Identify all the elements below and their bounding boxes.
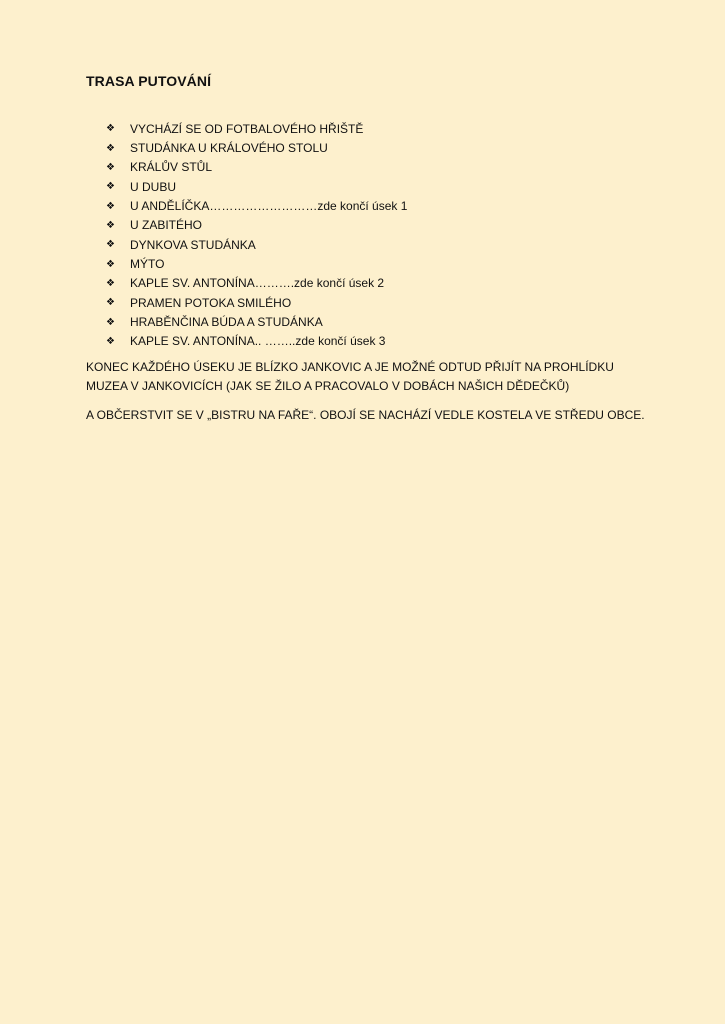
diamond-bullet-icon: ❖ [106, 200, 115, 212]
list-item [106, 293, 407, 312]
list-item-text: DYNKOVA STUDÁNKA [130, 237, 256, 252]
diamond-bullet-icon: ❖ [106, 316, 115, 328]
list-item-text: PRAMEN POTOKA SMILÉHO [130, 295, 292, 310]
list-item [106, 235, 407, 254]
diamond-bullet-icon: ❖ [106, 335, 115, 347]
list-item-text: HRABĚNČINA BÚDA A STUDÁNKA [130, 315, 323, 330]
info-paragraph-museum [86, 358, 646, 395]
list-item [106, 177, 407, 196]
diamond-bullet-icon: ❖ [106, 239, 115, 251]
paragraph-line: KONEC KAŽDÉHO ÚSEKU JE BLÍZKO JANKOVIC A JE MOŽNÉ ODTUD PŘIJÍT NA PROHLÍDKU [86, 360, 614, 374]
diamond-bullet-icon: ❖ [106, 161, 115, 173]
info-paragraph-bistro: A OBČERSTVIT SE V „BISTRU NA FAŘE“. OBOJÍ SE NACHÁZÍ VEDLE KOSTELA VE STŘEDU OBCE. [86, 408, 645, 422]
list-item-text: KAPLE SV. ANTONÍNA……….zde končí úsek 2 [130, 276, 385, 291]
list-item-text: U ANDĚLÍČKA………………………zde končí úsek 1 [130, 199, 408, 214]
list-item [106, 216, 407, 235]
diamond-bullet-icon: ❖ [106, 277, 115, 289]
list-item-text: U DUBU [130, 179, 177, 194]
list-item-text: U ZABITÉHO [130, 218, 203, 233]
list-item [106, 332, 407, 351]
diamond-bullet-icon: ❖ [106, 297, 115, 309]
paragraph-line: MUZEA V JANKOVICÍCH (JAK SE ŽILO A PRACOVALO V DOBÁCH NAŠICH DĚDEČKŮ) [86, 378, 570, 393]
diamond-bullet-icon: ❖ [106, 258, 115, 270]
diamond-bullet-icon: ❖ [106, 219, 115, 231]
list-item-text: MÝTO [130, 257, 165, 272]
list-item-text: VYCHÁZÍ SE OD FOTBALOVÉHO HŘIŠTĚ [130, 121, 364, 136]
list-item [106, 312, 407, 331]
list-item-text: STUDÁNKA U KRÁLOVÉHO STOLU [130, 141, 328, 156]
list-item [106, 158, 407, 177]
list-item [106, 138, 407, 157]
list-item [106, 196, 407, 215]
list-item [106, 119, 407, 138]
diamond-bullet-icon: ❖ [106, 142, 115, 154]
list-item [106, 254, 407, 273]
route-list [106, 119, 407, 351]
list-item [106, 274, 407, 293]
diamond-bullet-icon: ❖ [106, 181, 115, 193]
diamond-bullet-icon: ❖ [106, 123, 115, 135]
list-item-text: KRÁLŮV STŮL [130, 160, 213, 175]
page-title: TRASA PUTOVÁNÍ [86, 73, 212, 89]
list-item-text: KAPLE SV. ANTONÍNA.. ……..zde končí úsek 3 [130, 334, 386, 349]
